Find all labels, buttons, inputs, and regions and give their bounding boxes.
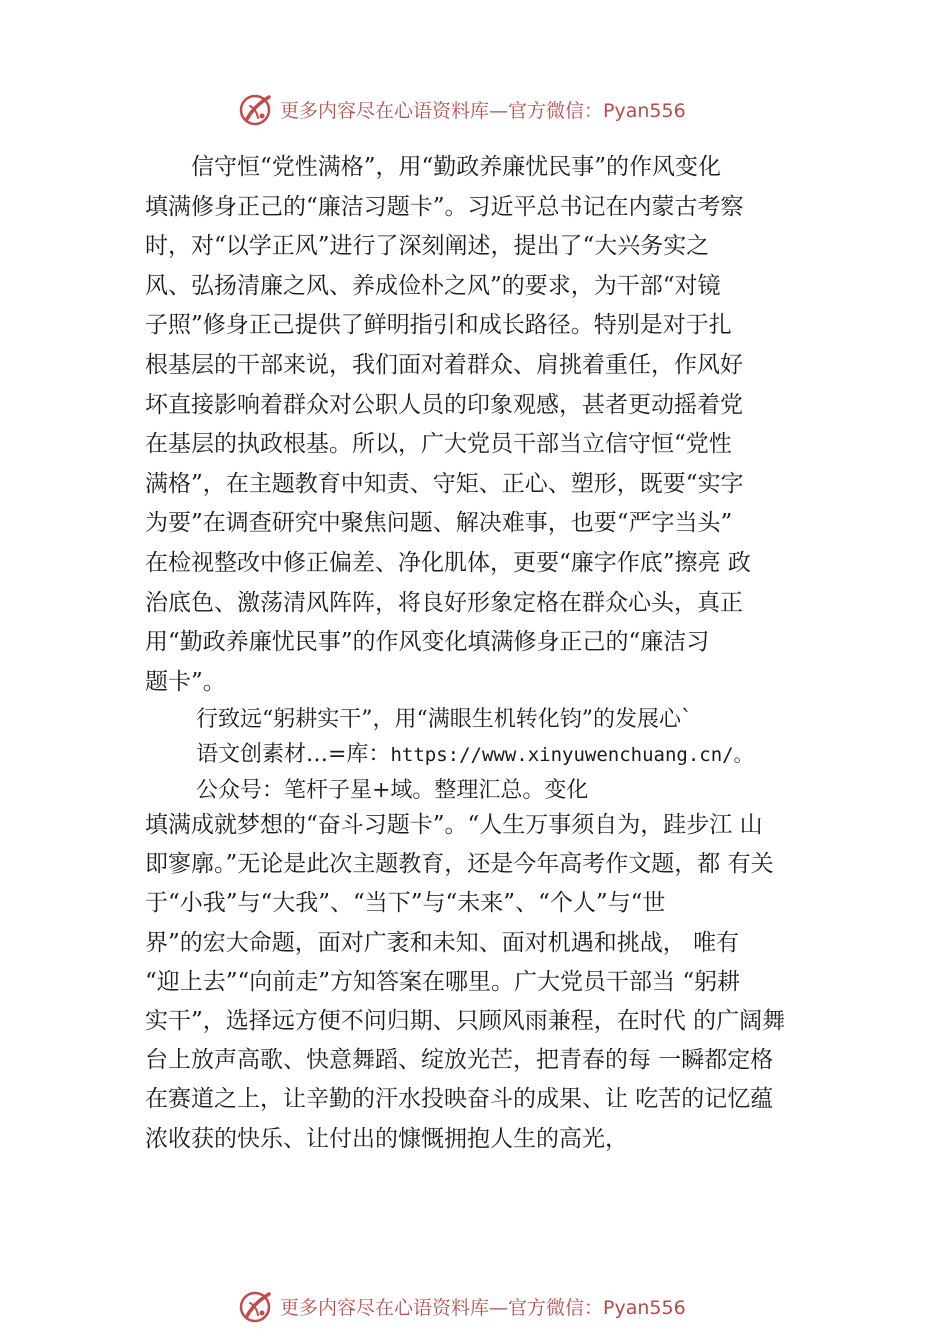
text-line: 时，对“以学正风”进行了深刻阐述，提出了“大兴务实之 bbox=[145, 233, 710, 260]
text-line: 根基层的干部来说，我们面对着群众、肩挑着重任，作风好 bbox=[145, 351, 743, 378]
source-line: 语文创素材…=库：https://www.xinyuwenchuang.cn/。 bbox=[196, 742, 753, 767]
text-line: 行致远“躬耕实干”，用“满眼生机转化钧”的发展心` bbox=[196, 707, 692, 732]
header-banner bbox=[0, 92, 950, 132]
text-line: 实干”，选择远方便不问归期、只顾风雨兼程，在时代 的广阔舞 bbox=[145, 1008, 786, 1035]
text-line: 界”的宏大命题，面对广袤和未知、面对机遇和挑战， 唯有 bbox=[145, 929, 740, 956]
text-line: 治底色、激荡清风阵阵，将良好形象定格在群众心头，真正 bbox=[145, 589, 743, 616]
calligraphy-brush-seal-icon bbox=[238, 92, 274, 128]
text-line: “迎上去”“向前走”方知答案在哪里。广大党员干部当 “躬耕 bbox=[145, 968, 741, 995]
text-line: 子照”修身正己提供了鲜明指引和成长路径。特别是对于扎 bbox=[145, 312, 732, 339]
text-line: 为要”在调查研究中聚焦问题、解决难事，也要“严字当头” bbox=[145, 510, 733, 537]
text-line: 坏直接影响着群众对公职人员的印象观感，甚者更动摇着党 bbox=[145, 391, 743, 418]
text-line: 填满修身正己的“廉洁习题卡”。习近平总书记在内蒙古考察 bbox=[145, 193, 744, 220]
text-line: 信守恒“党性满格”，用“勤政养廉忧民事”的作风变化 bbox=[145, 154, 722, 180]
text-line: 台上放声高歌、快意舞蹈、绽放光芒，把青春的每 一瞬都定格 bbox=[145, 1047, 774, 1074]
text-line: 用“勤政养廉忧民事”的作风变化填满修身正己的“廉洁习 bbox=[145, 629, 710, 656]
inset-paragraph bbox=[196, 702, 836, 808]
paragraph-3 bbox=[145, 806, 835, 1159]
text-line: 题卡”。 bbox=[145, 668, 226, 695]
text-line: 在赛道之上，让辛勤的汗水投映奋斗的成果、让 吃苦的记忆蕴 bbox=[145, 1086, 774, 1113]
footer-banner bbox=[0, 1289, 950, 1329]
text-line: 风、弘扬清廉之风、养成俭朴之风”的要求，为干部“对镜 bbox=[145, 272, 721, 299]
text-line: 填满成就梦想的“奋斗习题卡”。“人生万事须自为，跬步江 山 bbox=[145, 812, 763, 838]
text-line: 公众号：笔杆子星+域。整理汇总。变化 bbox=[196, 778, 589, 803]
text-line: 在检视整改中修正偏差、净化肌体，更要“廉字作底”擦亮 政 bbox=[145, 549, 751, 576]
text-line: 浓收获的快乐、让付出的慷慨拥抱人生的高光， bbox=[145, 1125, 628, 1152]
text-line: 于“小我”与“大我”、“当下”与“未来”、“个人”与“世 bbox=[145, 890, 666, 917]
paragraph-1 bbox=[145, 148, 835, 702]
header-text: 更多内容尽在心语资料库—官方微信：Pyan556 bbox=[280, 100, 686, 122]
footer-text: 更多内容尽在心语资料库—官方微信：Pyan556 bbox=[280, 1297, 686, 1319]
text-line: 即寥廓。”无论是此次主题教育，还是今年高考作文题，都 有关 bbox=[145, 851, 774, 878]
source-url: https://www.xinyuwenchuang.cn/。 bbox=[390, 744, 753, 766]
text-line: 在基层的执政根基。所以，广大党员干部当立信守恒“党性 bbox=[145, 431, 732, 458]
text-line: 满格”，在主题教育中知责、守矩、正心、塑形，既要“实字 bbox=[145, 470, 744, 497]
calligraphy-brush-seal-icon bbox=[238, 1289, 274, 1325]
